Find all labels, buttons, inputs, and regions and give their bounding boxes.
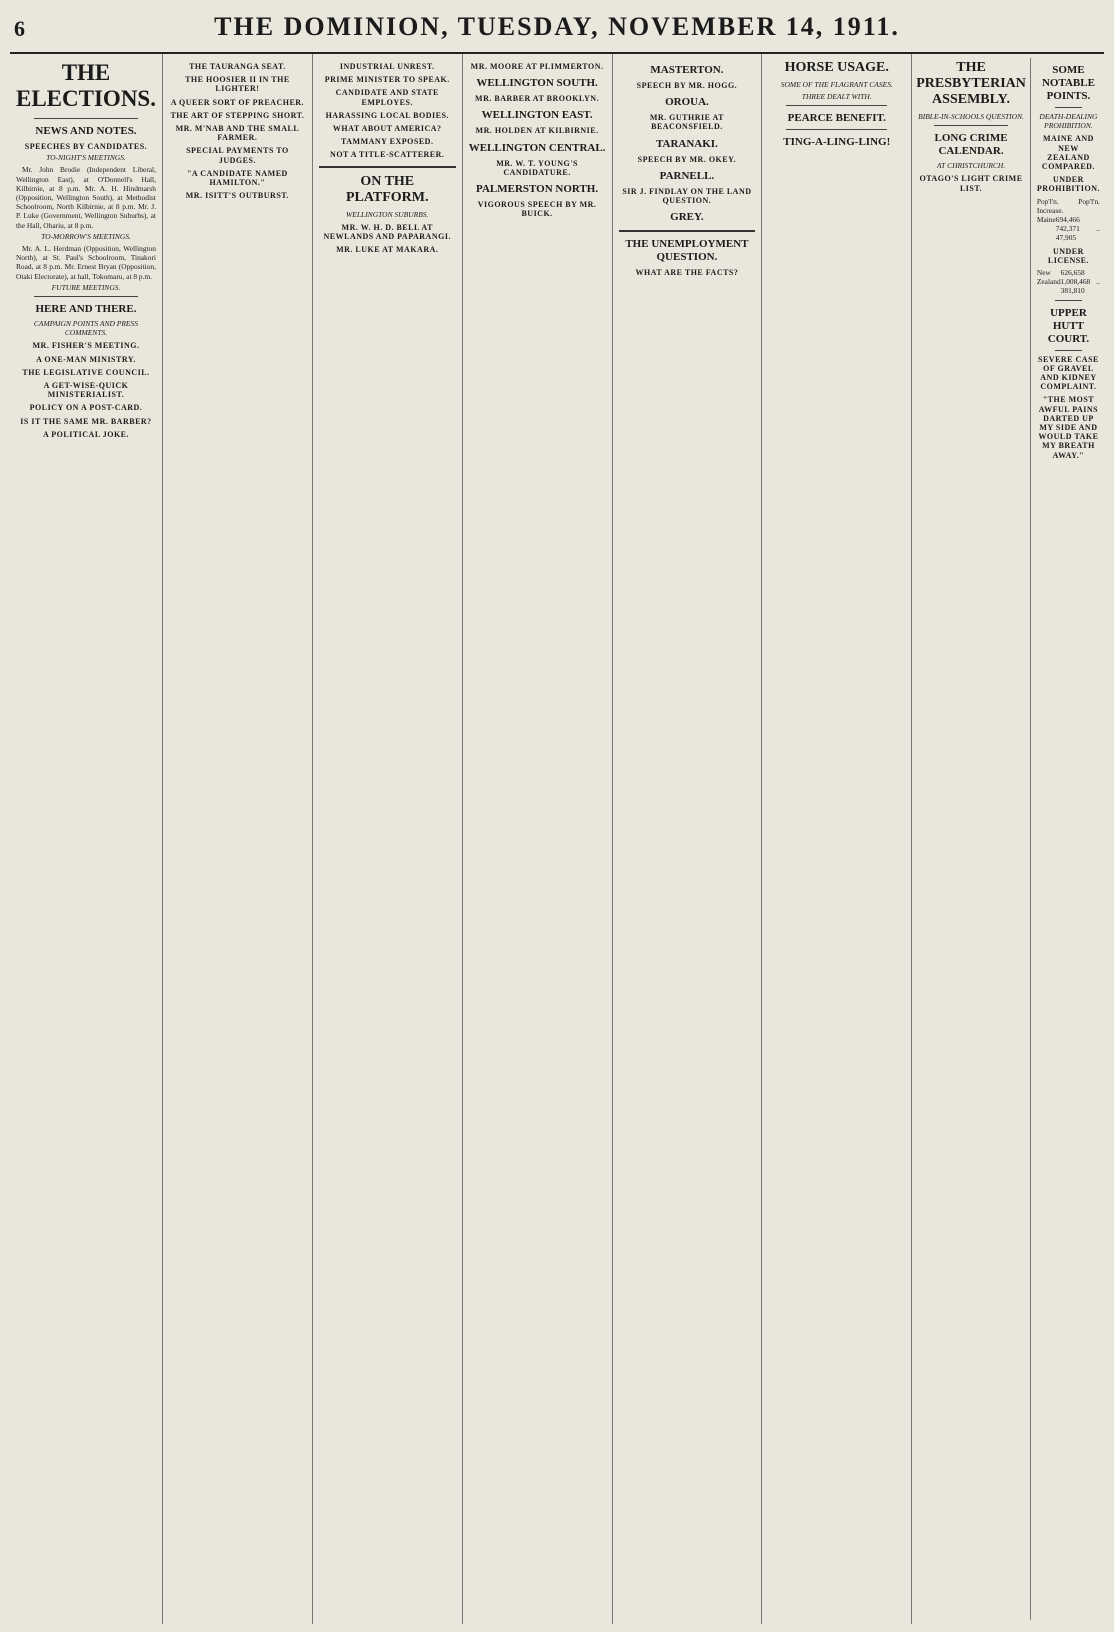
speeches-heading: SPEECHES BY CANDIDATES. bbox=[24, 142, 148, 151]
topic-heading: CANDIDATE AND STATE EMPLOYES. bbox=[335, 88, 439, 107]
horse-usage-heading: HORSE USAGE. bbox=[784, 60, 889, 75]
topic-heading: THE TAURANGA SEAT. bbox=[189, 62, 286, 71]
speech-heading: MR. W. T. YOUNG'S CANDIDATURE. bbox=[496, 158, 578, 177]
topic-heading: MR. M'NAB AND THE SMALL FARMER. bbox=[175, 124, 300, 143]
table-header: Pop'l'n. Pop'l'n. Increase. bbox=[1036, 196, 1100, 215]
elections-headline: THE ELECTIONS. bbox=[16, 60, 156, 111]
column-4 bbox=[463, 54, 613, 1624]
column-5 bbox=[613, 54, 763, 1624]
campaign-points-heading: CAMPAIGN POINTS AND PRESS COMMENTS. bbox=[33, 319, 139, 338]
columns bbox=[10, 54, 1104, 1624]
topic-heading: A GET-WISE-QUICK MINISTERIALIST. bbox=[43, 381, 129, 400]
column-6 bbox=[762, 54, 912, 1624]
tonights-meetings-text: Mr. John Brodie (Independent Liberal, Wellington East), at O'Donnell's Hall, Kilbirnie, at 8 p.m. Mr. A. H. Hindmarsh (Opposition, Wellington South), at Methodist Schoolroom, North Kilbirnie, at 8 p.m. Mr. J. P. Luke (Government, Wellington Suburbs), at the Hall, Ohariu, at 8 p.m. bbox=[16, 165, 156, 230]
topic-heading: THE LEGISLATIVE COUNCIL. bbox=[22, 367, 150, 377]
unemployment-heading: THE UNEMPLOYMENT QUESTION. bbox=[625, 238, 749, 264]
topic-heading: NOT A TITLE-SCATTERER. bbox=[330, 150, 445, 160]
news-and-notes-heading: NEWS AND NOTES. bbox=[35, 125, 137, 137]
christchurch-sub: AT CHRISTCHURCH. bbox=[936, 161, 1006, 171]
district-heading: WELLINGTON EAST. bbox=[481, 109, 593, 122]
pearce-benefit-heading: PEARCE BENEFIT. bbox=[787, 112, 886, 125]
district-heading: PALMERSTON NORTH. bbox=[476, 183, 599, 196]
presbyterian-assembly-heading: THE PRESBYTERIAN ASSEMBLY. bbox=[916, 60, 1026, 107]
table-row: New Zealand 626,658 1,008,468 .. 381,810 bbox=[1036, 268, 1100, 296]
topic-heading: A QUEER SORT OF PREACHER. bbox=[170, 97, 305, 107]
speech-heading: VIGOROUS SPEECH BY MR. BUICK. bbox=[477, 200, 597, 219]
under-prohibition-heading: UNDER PROHIBITION. bbox=[1036, 175, 1100, 194]
speech-heading: MR. W. H. D. BELL AT NEWLANDS AND PAPARANGI. bbox=[323, 222, 451, 242]
column-7a bbox=[916, 58, 1031, 1620]
maine-nz-sub: MAINE AND NEW ZEALAND COMPARED. bbox=[1041, 134, 1095, 172]
otago-crime-heading: OTAGO'S LIGHT CRIME LIST. bbox=[919, 174, 1023, 193]
tonights-meetings-heading: TO-NIGHT'S MEETINGS. bbox=[46, 153, 126, 163]
tomorrows-meetings-heading: TO-MORROW'S MEETINGS. bbox=[41, 231, 131, 241]
column-7 bbox=[912, 54, 1104, 1624]
page-number: 6 bbox=[14, 16, 25, 41]
license-table bbox=[1037, 268, 1100, 296]
speech-heading: MR. GUTHRIE AT BEACONSFIELD. bbox=[649, 113, 725, 132]
awful-pains-heading: "THE MOST AWFUL PAINS DARTED UP MY SIDE AND WOULD TAKE MY BREATH AWAY." bbox=[1038, 395, 1099, 460]
topic-heading: IS IT THE SAME MR. BARBER? bbox=[20, 416, 152, 426]
speech-heading: MR. MOORE AT PLIMMERTON. bbox=[470, 62, 604, 71]
topic-heading: HARASSING LOCAL BODIES. bbox=[325, 110, 449, 120]
topic-heading: INDUSTRIAL UNREST. bbox=[339, 62, 435, 71]
district-heading: MASTERTON. bbox=[650, 64, 724, 76]
topic-heading: PRIME MINISTER TO SPEAK. bbox=[324, 75, 450, 85]
tomorrows-meetings-text: Mr. A. L. Herdman (Opposition, Wellington North), at St. Paul's Schoolroom, Tinakori Road, at 8 p.m. Mr. Ernest Bryan (Opposition, Otaki Electorate), at hall, Tokomaru, at 8 p.m. bbox=[16, 244, 156, 281]
gravel-heading: SEVERE CASE OF GRAVEL AND KIDNEY COMPLAINT. bbox=[1038, 354, 1099, 392]
district-heading: WELLINGTON SOUTH. bbox=[476, 77, 598, 90]
horse-usage-sub: SOME OF THE FLAGRANT CASES. bbox=[780, 80, 893, 89]
paper-title: THE DOMINION, TUESDAY, NOVEMBER 14, 1911. bbox=[214, 12, 900, 41]
topic-heading: MR. ISITT'S OUTBURST. bbox=[185, 191, 290, 201]
column-2 bbox=[163, 54, 313, 1624]
topic-heading: POLICY ON A POST-CARD. bbox=[29, 403, 143, 413]
under-license-heading: UNDER LICENSE. bbox=[1047, 246, 1089, 265]
district-heading: WELLINGTON CENTRAL. bbox=[468, 141, 606, 154]
speech-heading: SIR J. FINDLAY ON THE LAND QUESTION. bbox=[622, 186, 752, 206]
topic-heading: THE ART OF STEPPING SHORT. bbox=[170, 110, 305, 120]
topic-heading: WHAT ABOUT AMERICA? bbox=[332, 124, 442, 134]
topic-heading: A ONE-MAN MINISTRY. bbox=[36, 354, 136, 364]
death-dealing-sub: DEATH-DEALING PROHIBITION. bbox=[1039, 112, 1098, 131]
district-heading: PARNELL. bbox=[659, 169, 715, 182]
facts-heading: WHAT ARE THE FACTS? bbox=[635, 268, 739, 278]
speech-heading: MR. BARBER AT BROOKLYN. bbox=[475, 94, 600, 104]
topic-heading: SPECIAL PAYMENTS TO JUDGES. bbox=[186, 146, 289, 165]
topic-heading: TAMMANY EXPOSED. bbox=[341, 137, 434, 147]
topic-heading: THE HOOSIER II IN THE LIGHTER! bbox=[185, 75, 290, 94]
district-heading: GREY. bbox=[670, 211, 704, 224]
ting-a-ling-heading: TING-A-LING-LING! bbox=[783, 136, 891, 149]
column-7b bbox=[1037, 58, 1100, 1620]
masthead bbox=[10, 8, 1104, 54]
column-1 bbox=[10, 54, 163, 1624]
here-and-there-heading: HERE AND THERE. bbox=[35, 303, 137, 316]
speech-heading: MR. HOLDEN AT KILBIRNIE. bbox=[475, 126, 599, 136]
prohibition-table bbox=[1037, 197, 1100, 243]
column-3 bbox=[313, 54, 463, 1624]
crime-calendar-heading: LONG CRIME CALENDAR. bbox=[934, 132, 1008, 158]
speech-heading: MR. LUKE AT MAKARA. bbox=[336, 245, 439, 255]
upper-hutt-heading: UPPER HUTT COURT. bbox=[1047, 306, 1090, 345]
speech-heading: SPEECH BY MR. OKEY. bbox=[637, 154, 737, 164]
topic-heading: A POLITICAL JOKE. bbox=[42, 429, 130, 439]
future-meetings-heading: FUTURE MEETINGS. bbox=[51, 282, 121, 292]
topic-heading: "A CANDIDATE NAMED HAMILTON." bbox=[186, 168, 288, 188]
table-row: Maine 694,466 742,371 .. 47,905 bbox=[1036, 215, 1100, 243]
on-the-platform-heading: ON THE PLATFORM. bbox=[345, 173, 429, 205]
topic-heading: MR. FISHER'S MEETING. bbox=[32, 341, 140, 351]
notable-points-heading: SOME NOTABLE POINTS. bbox=[1041, 64, 1095, 102]
wellington-suburbs-heading: WELLINGTON SUBURBS. bbox=[346, 209, 429, 219]
speech-heading: SPEECH BY MR. HOGG. bbox=[636, 81, 738, 90]
bible-in-schools-sub: BIBLE-IN-SCHOOLS QUESTION. bbox=[918, 112, 1024, 121]
horse-usage-sub2: THREE DEALT WITH. bbox=[801, 92, 872, 102]
district-heading: TARANAKI. bbox=[656, 137, 718, 150]
district-heading: OROUA. bbox=[665, 96, 709, 109]
